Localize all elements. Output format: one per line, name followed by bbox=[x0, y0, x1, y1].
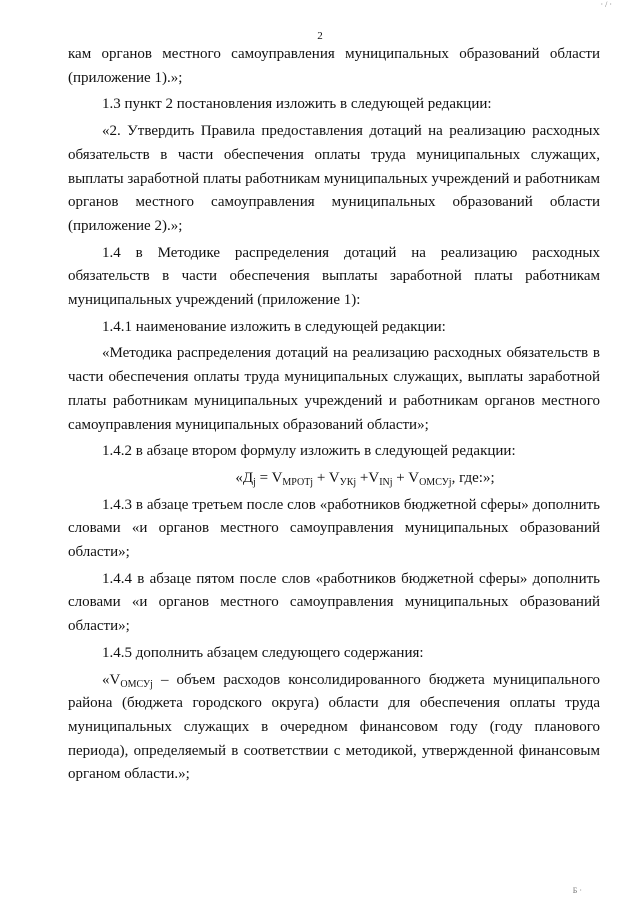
formula-close: , где:»; bbox=[451, 469, 495, 486]
formula bbox=[68, 467, 600, 491]
paragraph-1-4-2: 1.4.2 в абзаце втором формулу изложить в следующей редакции: bbox=[102, 443, 516, 460]
formula-term3-subscript: INj bbox=[379, 476, 393, 488]
formula-d-subscript: j bbox=[253, 476, 256, 488]
document-body bbox=[68, 43, 600, 787]
paragraph-rule-2: «2. Утвердить Правила предоставления дотаций на реализацию расходных обязательств в части обеспечения оплаты труда муниципальных служащих, выплаты заработной платы работникам муниципальных учреждений и работникам органов местного самоуправления муниципальных образований области (приложение 2).»; bbox=[68, 123, 600, 234]
formula-open: «Д bbox=[235, 469, 254, 486]
paragraph-1-4: 1.4 в Методике распределения дотаций на реализацию расходных обязательств в части обеспечения выплаты заработной платы работникам муниципальных учреждений (приложение 1): bbox=[68, 244, 600, 309]
paragraph-1-4-3: 1.4.3 в абзаце третьем после слов «работников бюджетной сферы» дополнить словами «и органов местного самоуправления муниципальных образований области»; bbox=[68, 496, 600, 561]
formula-term4-subscript: ОМСУj bbox=[419, 476, 452, 488]
paragraph-methodology-title: «Методика распределения дотаций на реализацию расходных обязательств в части обеспечения оплаты труда муниципальных служащих, выплаты заработной платы работникам муниципальных учреждений и работникам органов местного самоуправления муниципальных образований области»; bbox=[68, 345, 600, 433]
paragraph-1-4-4: 1.4.4 в абзаце пятом после слов «работников бюджетной сферы» дополнить словами «и органов местного самоуправления муниципальных образований области»; bbox=[68, 570, 600, 635]
formula-eq: = V bbox=[255, 469, 283, 486]
paragraph-continuation: кам органов местного самоуправления муниципальных образований области (приложение 1).»; bbox=[68, 46, 600, 86]
paragraph-definition bbox=[68, 669, 600, 788]
page-number: 2 bbox=[317, 30, 323, 42]
corner-mark-bottom: Б · bbox=[572, 886, 582, 895]
corner-mark-top: · / · bbox=[600, 0, 612, 9]
formula-plus1: + V bbox=[313, 469, 340, 486]
definition-text: – объем расходов консолидированного бюджета муниципального района (бюджета городского округа) области для обеспечения оплаты труда муниципальных служащих в очередном финансовом году (году планового периода), определяемый в соответствии с методикой, утвержденной финансовым органом области.»; bbox=[68, 671, 600, 783]
formula-term2-subscript: УКj bbox=[339, 476, 357, 488]
formula-term1-subscript: МРОТj bbox=[282, 476, 314, 488]
formula-plus2: +V bbox=[356, 469, 380, 486]
definition-symbol: «V bbox=[102, 671, 121, 688]
definition-subscript: ОМСУj bbox=[120, 678, 153, 690]
formula-plus3: + V bbox=[392, 469, 420, 486]
paragraph-1-3: 1.3 пункт 2 постановления изложить в следующей редакции: bbox=[102, 96, 492, 113]
paragraph-1-4-1: 1.4.1 наименование изложить в следующей редакции: bbox=[102, 318, 446, 335]
paragraph-1-4-5: 1.4.5 дополнить абзацем следующего содержания: bbox=[102, 644, 424, 661]
